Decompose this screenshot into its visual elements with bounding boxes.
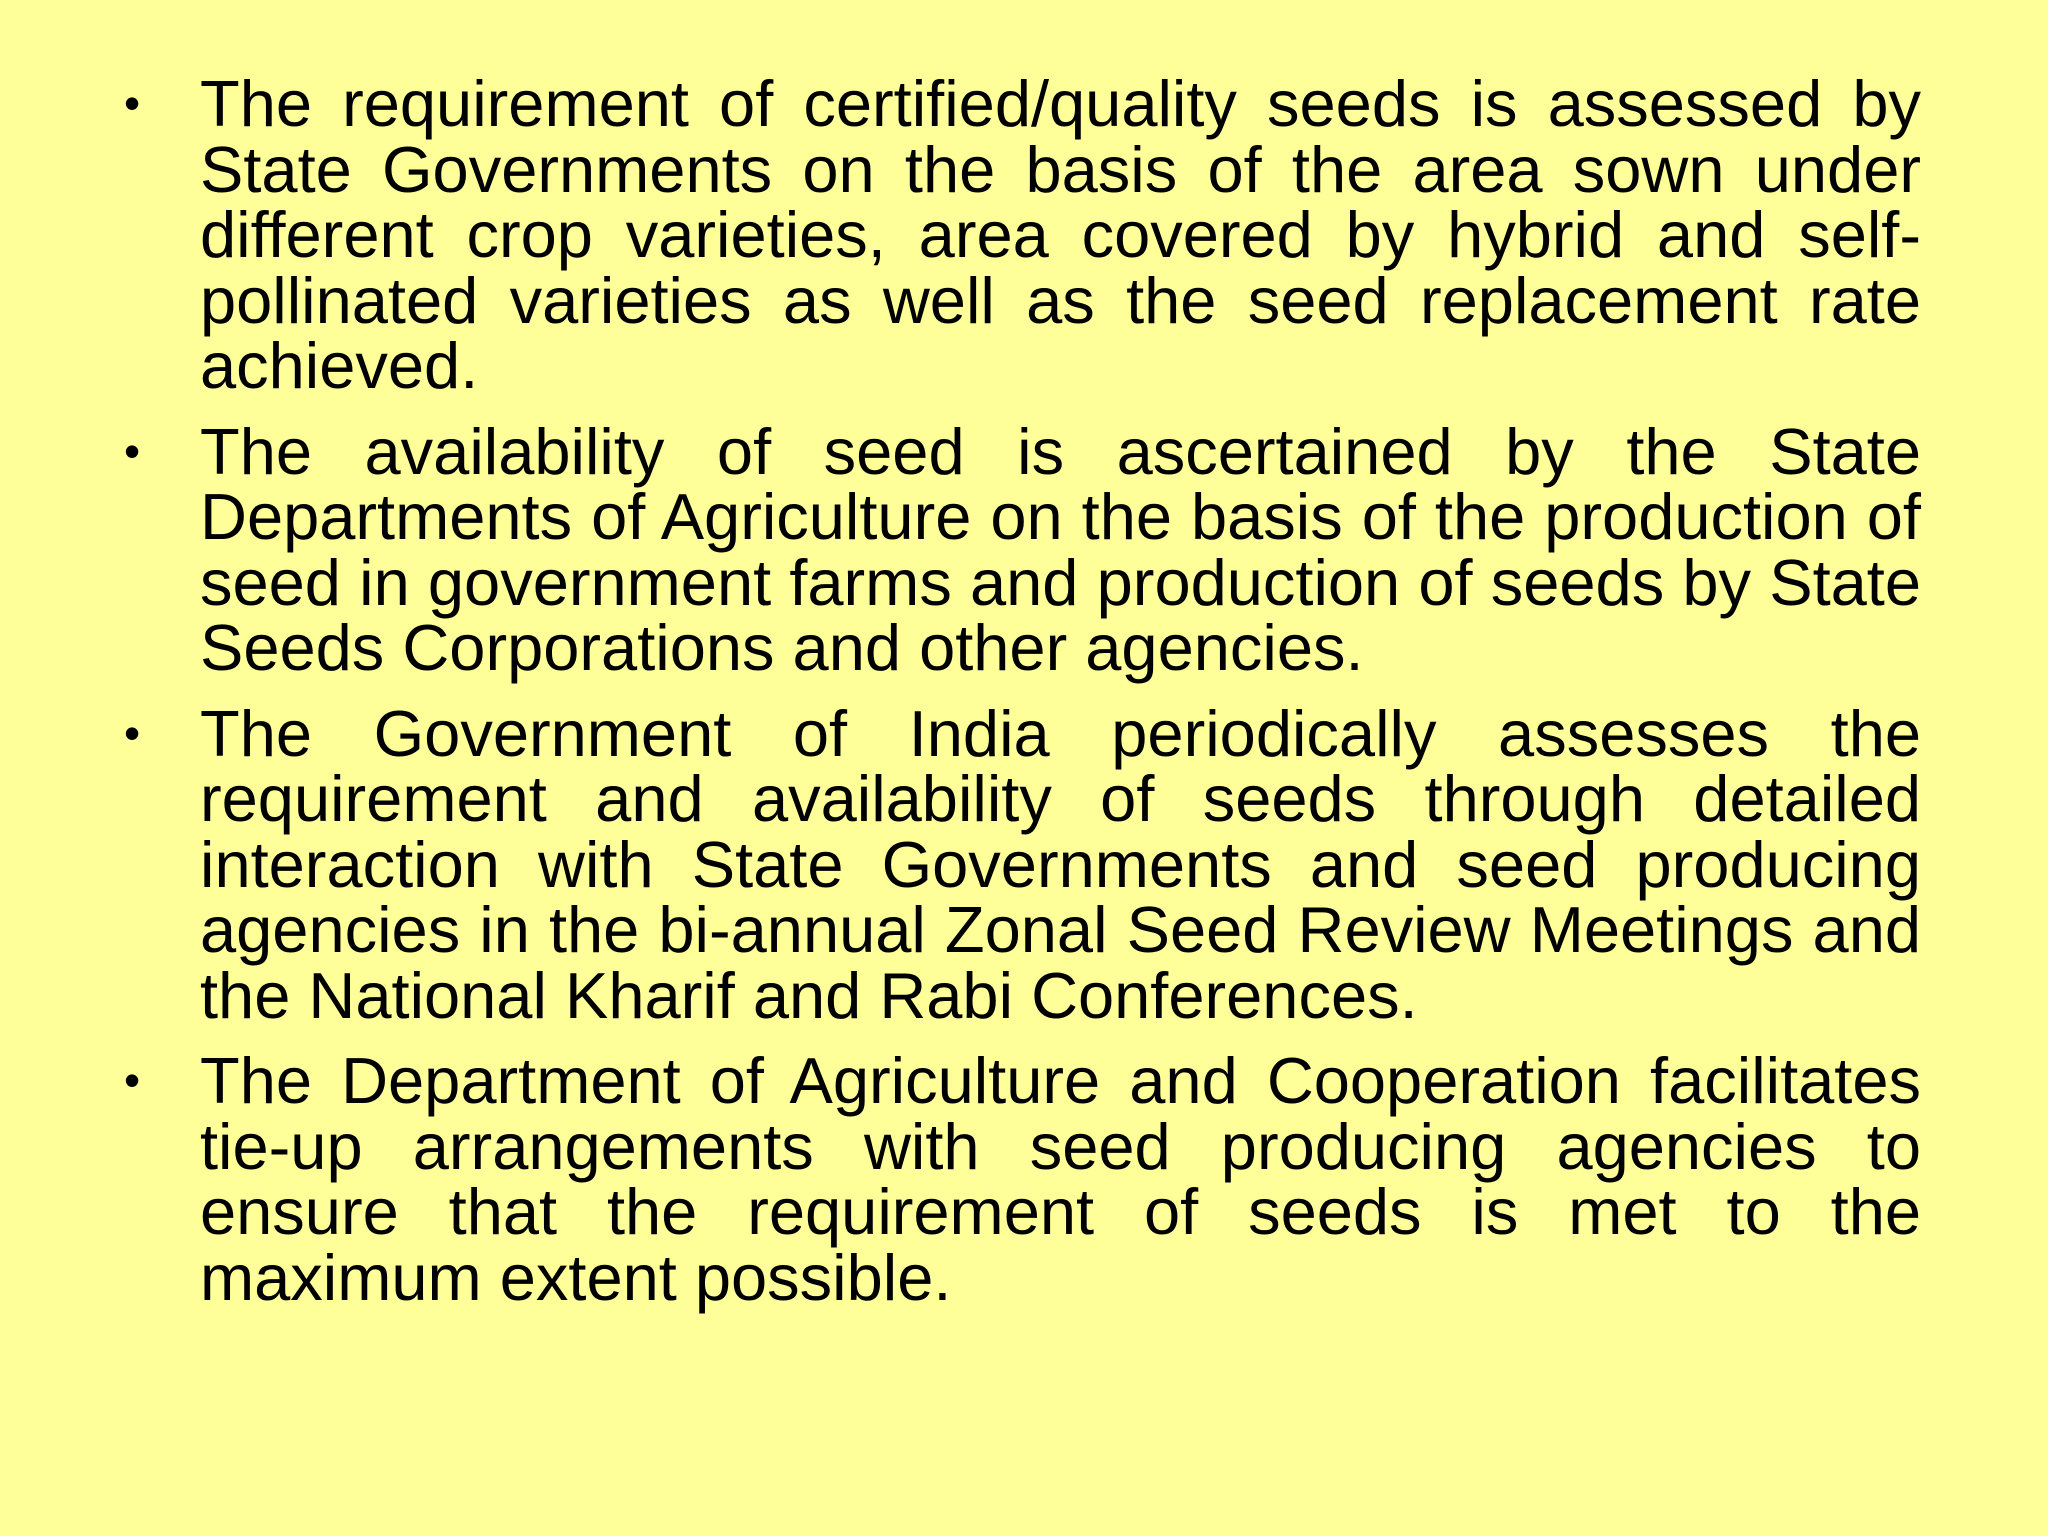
bullet-item-4	[124, 1044, 1921, 1314]
bullet-dot-icon: •	[124, 706, 141, 759]
bullet-item-3	[124, 696, 1921, 1032]
bullet-text: The requirement of certified/quality seeds is assessed by State Governments on the basis of the area sown under different crop varieties, area covered by hybrid and self-pollinated varieties as well as the seed replacement rate achieved.	[200, 67, 1921, 402]
bullet-text: The Department of Agriculture and Cooperation facilitates tie-up arrangements with seed producing agencies to ensure that the requirement of seeds is met to the maximum extent possible.	[200, 1044, 1921, 1314]
bullet-list	[124, 67, 1921, 1314]
bullet-item-1	[124, 67, 1921, 402]
bullet-text: The availability of seed is ascertained by the State Departments of Agriculture on the basis of the production of seed in government farms and production of seeds by State Seeds Corporations and other agencies.	[200, 414, 1921, 684]
bullet-dot-icon: •	[124, 424, 141, 477]
bullet-item-2	[124, 414, 1921, 684]
bullet-dot-icon: •	[124, 77, 141, 129]
bullet-text: The Government of India periodically assesses the requirement and availability of seeds through detailed interaction with State Governments and seed producing agencies in the bi-annual Zonal Seed Review Meetings and the National Kharif and Rabi Conferences.	[200, 696, 1921, 1032]
bullet-dot-icon: •	[124, 1054, 141, 1106]
